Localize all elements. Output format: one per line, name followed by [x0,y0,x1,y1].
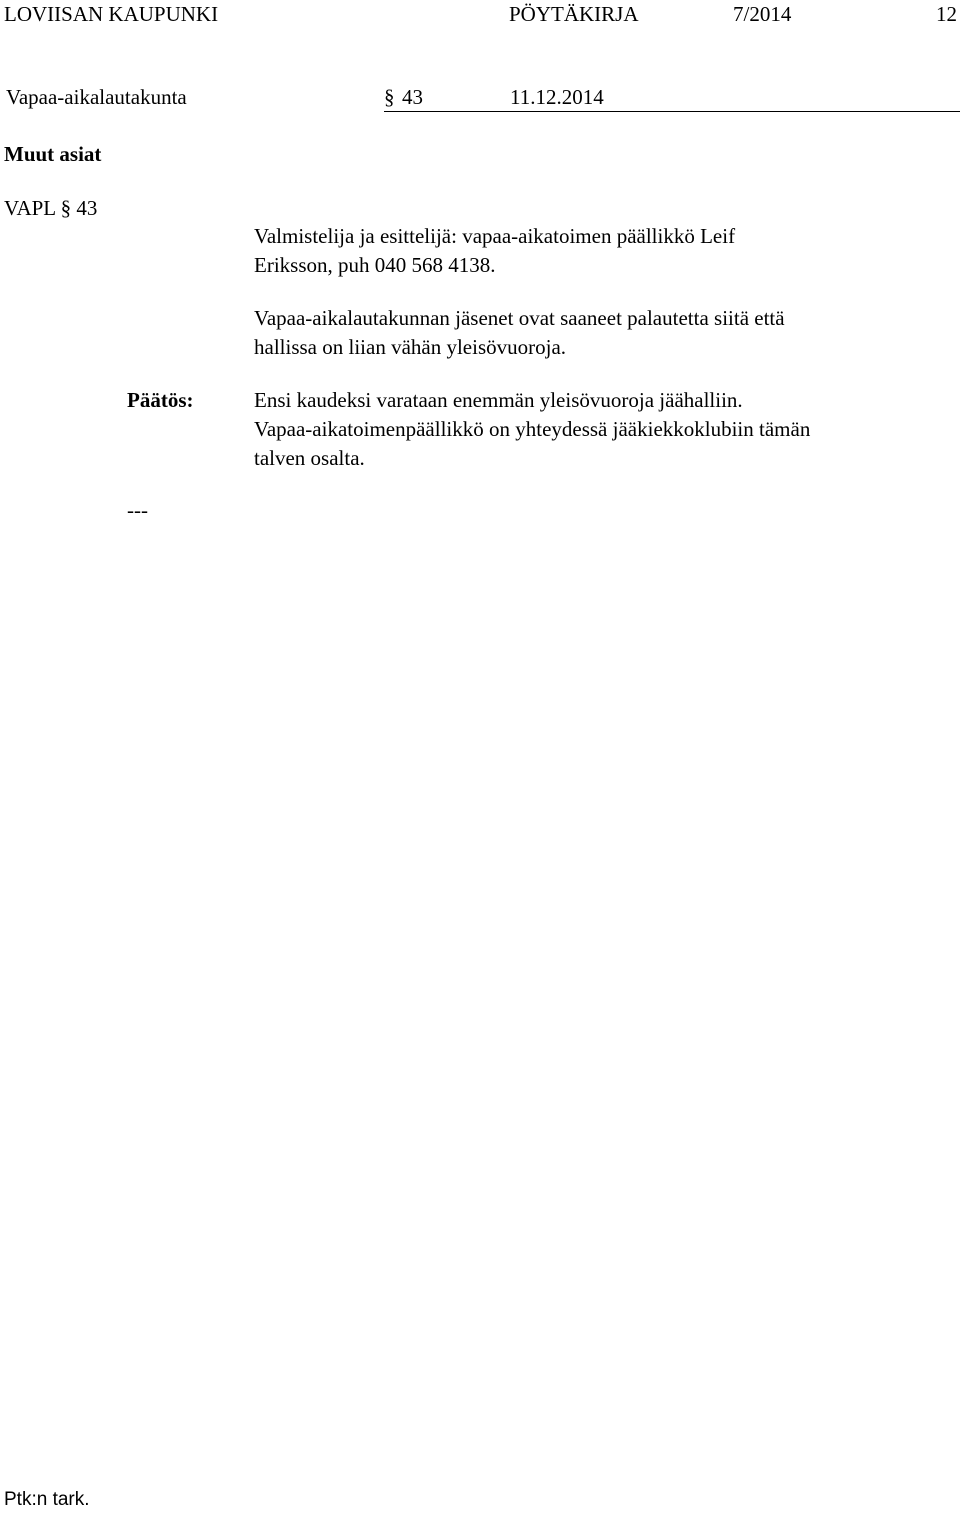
header-rule [384,111,960,112]
decision-line: talven osalta. [254,446,365,470]
meeting-info-row [0,83,960,113]
preparer-line: Valmistelija ja esittelijä: vapaa-aikatoimen päällikkö Leif [254,224,736,248]
feedback-line: Vapaa-aikalautakunnan jäsenet ovat saaneet palautetta siitä että [254,306,785,330]
feedback-paragraph [254,304,914,362]
preparer-paragraph [254,222,914,280]
decision-label: Päätös: [127,388,194,412]
end-marker: --- [127,498,148,522]
document-type: PÖYTÄKIRJA [509,2,639,26]
case-id: VAPL § 43 [4,196,98,220]
minutes-number: 7/2014 [733,2,792,26]
city-name: LOVIISAN KAUPUNKI [4,2,219,26]
section-heading: Muut asiat [4,142,102,166]
preparer-line: Eriksson, puh 040 568 4138. [254,253,496,277]
feedback-line: hallissa on liian vähän yleisövuoroja. [254,335,567,359]
decision-line: Ensi kaudeksi varataan enemmän yleisövuoroja jäähalliin. [254,388,743,412]
decision-paragraph [254,386,914,473]
section-sign-icon: § [384,85,395,109]
meeting-date: 11.12.2014 [510,85,604,109]
minutes-checker-label: Ptk:n tark. [4,1489,90,1510]
page-number: 12 [936,2,957,26]
section-number: 43 [402,85,423,109]
committee-name: Vapaa-aikalautakunta [6,85,187,109]
decision-line: Vapaa-aikatoimenpäällikkö on yhteydessä jääkiekkoklubiin tämän [254,417,811,441]
